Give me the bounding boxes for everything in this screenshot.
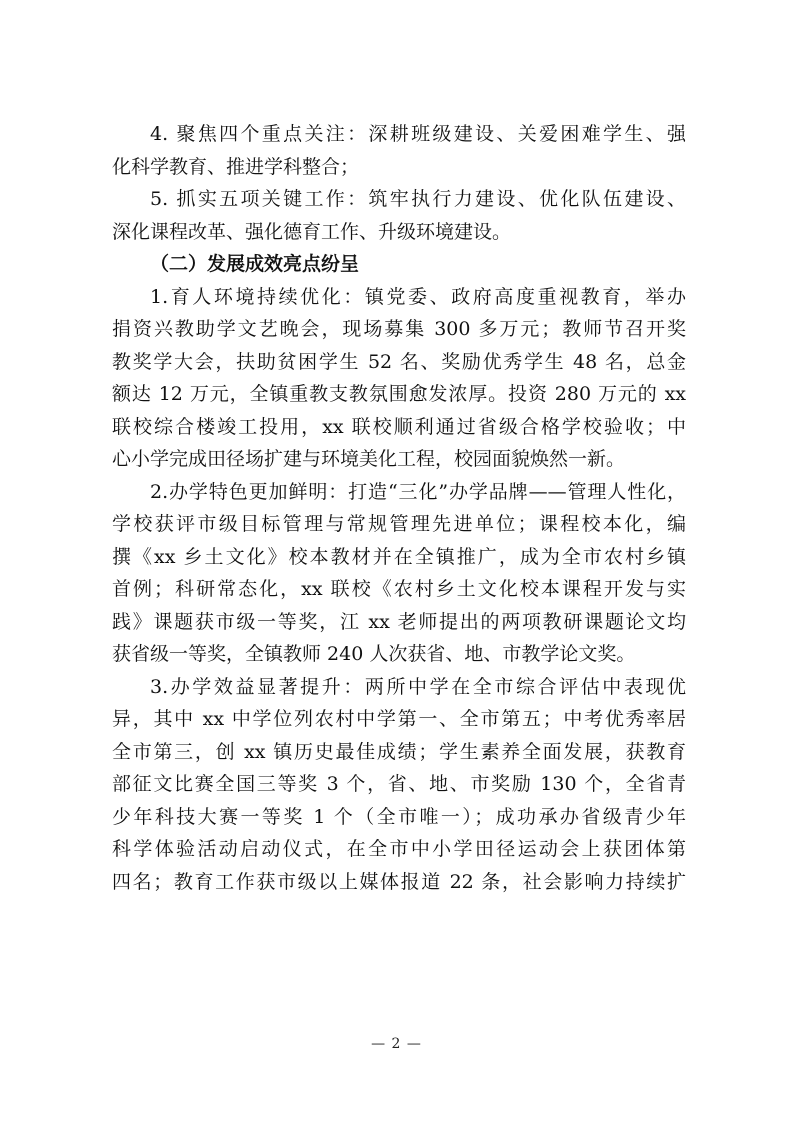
text-line: 化科学教育、推进学科整合； [112,155,360,178]
text-line: 捐资兴教助学文艺晚会，现场募集 300 多万元；教师节召开奖 [112,318,686,340]
text-line: 践》课题获市级一等奖，江 xx 老师提出的两项教研课题论文均 [112,610,686,633]
text-line: 深化课程改革、强化德育工作、升级环境建设。 [112,220,512,243]
text-line: 1.育人环境持续优化：镇党委、政府高度重视教育，举办 [150,285,686,308]
text-line: 4. 聚焦四个重点关注：深耕班级建设、关爱困难学生、强 [150,123,686,145]
text-line: 教奖学大会，扶助贫困学生 52 名、奖励优秀学生 48 名，总金 [112,350,686,373]
text-line: 5. 抓实五项关键工作：筑牢执行力建设、优化队伍建设、 [150,188,686,210]
text-line: 首例；科研常态化，xx 联校《农村乡土文化校本课程开发与实 [112,578,686,600]
text-line: 额达 12 万元，全镇重教支教氛围愈发浓厚。投资 280 万元的 xx [112,383,686,405]
document-body [112,118,686,898]
text-line: 联校综合楼竣工投用，xx 联校顺利通过省级合格学校验收；中 [112,415,686,438]
text-line: 部征文比赛全国三等奖 3 个，省、地、市奖励 130 个，全省青 [112,773,686,795]
text-line: 2.办学特色更加鲜明：打造“三化”办学品牌——管理人性化， [150,480,686,503]
page-number: — 2 — [371,1036,422,1052]
text-line: 科学体验活动启动仪式，在全市中小学田径运动会上获团体第 [112,838,686,860]
text-line: 撰《xx 乡土文化》校本教材并在全镇推广，成为全市农村乡镇 [112,545,686,568]
text-line: 四名；教育工作获市级以上媒体报道 22 条，社会影响力持续扩 [112,870,686,893]
section-heading: （二）发展成效亮点纷呈 [150,253,360,275]
text-line: 学校获评市级目标管理与常规管理先进单位；课程校本化，编 [112,513,686,535]
text-line: 异，其中 xx 中学位列农村中学第一、全市第五；中考优秀率居 [112,708,686,730]
text-line: 获省级一等奖，全镇教师 240 人次获省、地、市教学论文奖。 [112,643,636,665]
text-line: 少年科技大赛一等奖 1 个（全市唯一）；成功承办省级青少年 [112,805,686,828]
text-line: 心小学完成田径场扩建与环境美化工程，校园面貌焕然一新。 [112,448,626,470]
text-line: 3.办学效益显著提升：两所中学在全市综合评估中表现优 [150,675,686,698]
text-line: 全市第三，创 xx 镇历史最佳成绩；学生素养全面发展，获教育 [112,740,686,763]
